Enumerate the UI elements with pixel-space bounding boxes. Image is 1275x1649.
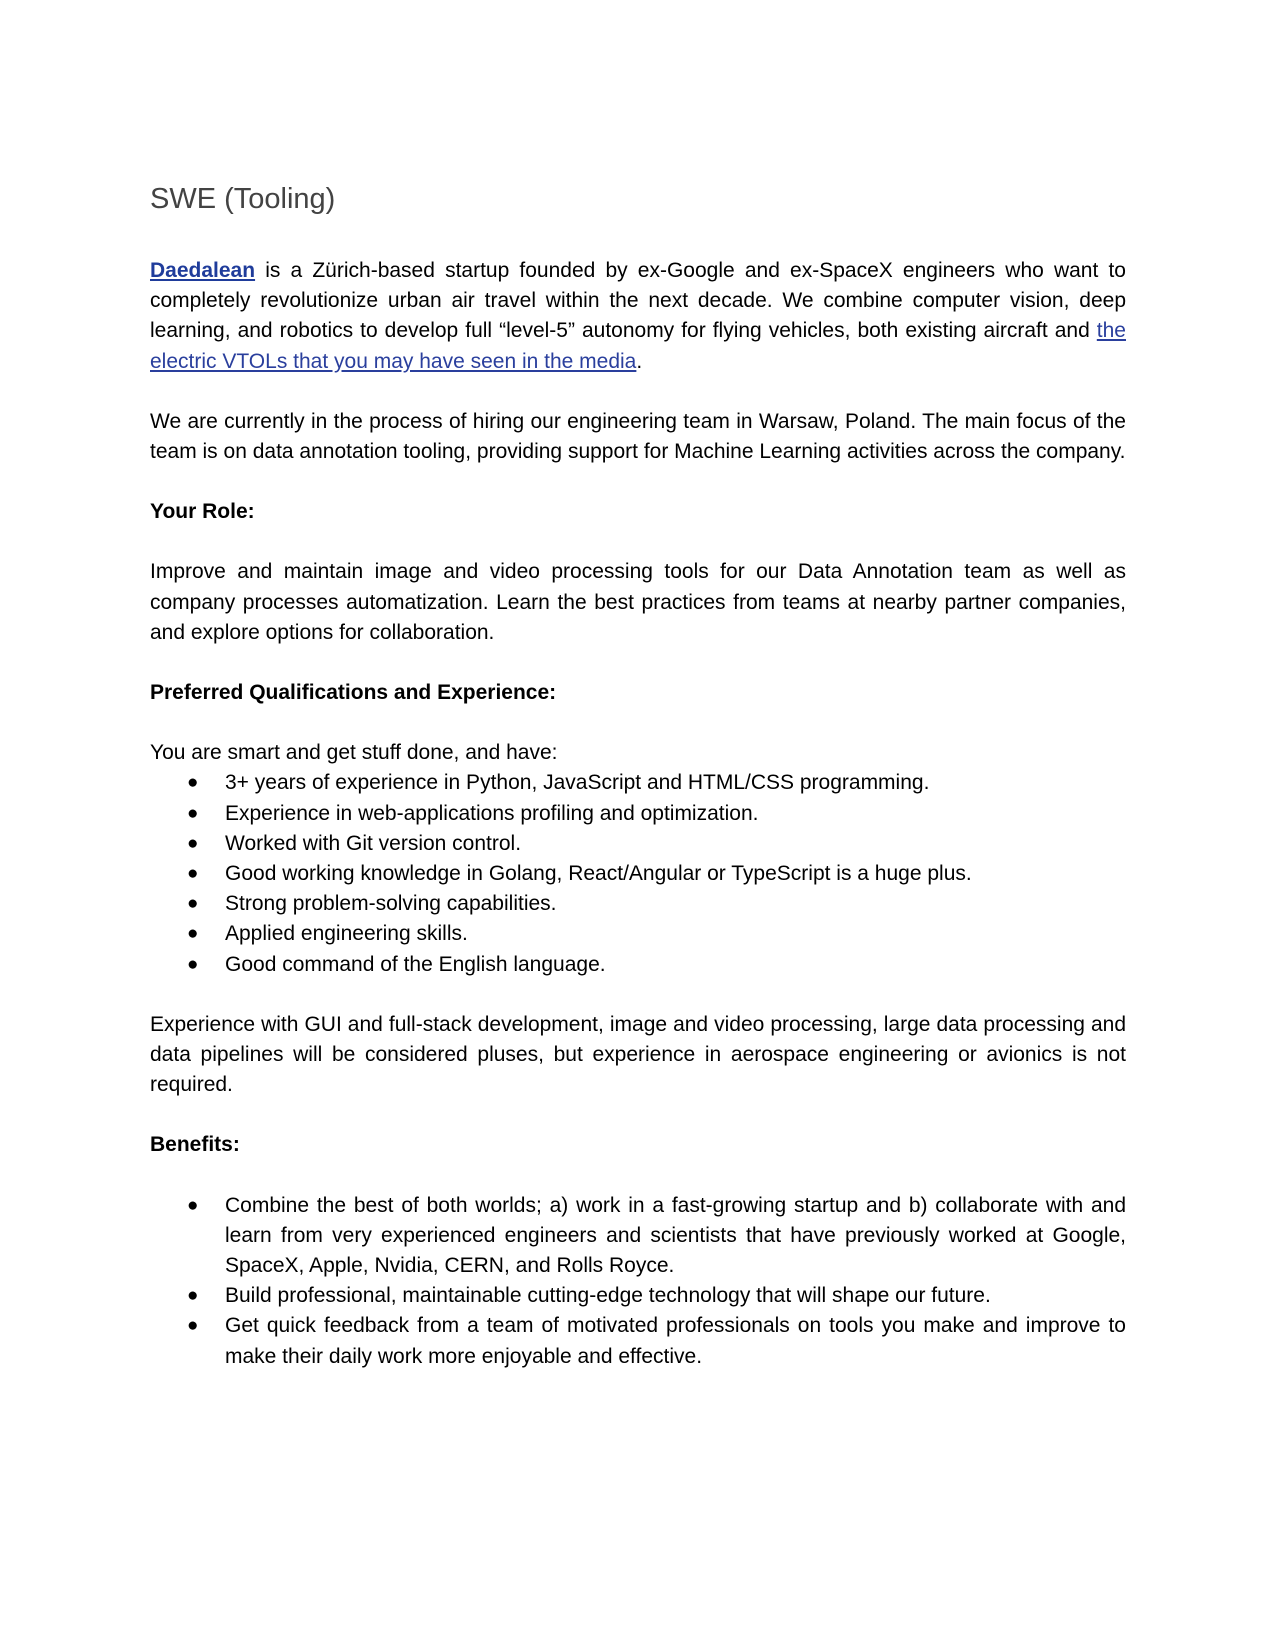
bullet-icon: ● (187, 863, 199, 885)
bullet-icon: ● (187, 802, 199, 824)
qualifications-extra: Experience with GUI and full-stack development, image and video processing, large data processing and data pipelines will be considered pluses, but experience in aerospace engineering or avionics is not required. (150, 1012, 1126, 1097)
bullet-icon: ● (187, 1285, 199, 1307)
bullet-icon: ● (187, 832, 199, 854)
media-link[interactable]: the electric VTOLs that you may have seen in the media (150, 319, 1126, 373)
list-item: ● Combine the best of both worlds; a) work in a fast-growing startup and b) collaborate with and learn from very experienced engineers and scientists that have previously worked at Google, SpaceX, Apple, Nvidia, CERN, and Rolls Royce. (150, 1191, 1126, 1282)
bullet-icon: ● (187, 1194, 199, 1216)
list-item: ● Experience in web-applications profiling and optimization. (150, 799, 1126, 829)
bullet-icon: ● (187, 953, 199, 975)
list-item: ● Build professional, maintainable cutting-edge technology that will shape our future. (150, 1281, 1126, 1311)
list-item: ● Applied engineering skills. (150, 919, 1126, 949)
role-heading: Your Role: (150, 500, 255, 524)
qualifications-lead: You are smart and get stuff done, and have: (150, 741, 558, 765)
benefits-list (150, 1191, 1126, 1372)
bullet-icon: ● (187, 893, 199, 915)
qualifications-heading: Preferred Qualifications and Experience: (150, 681, 557, 705)
page-title: SWE (Tooling) (150, 183, 336, 215)
qualifications-list (150, 768, 1126, 979)
benefits-heading: Benefits: (150, 1133, 240, 1157)
company-link[interactable]: Daedalean (150, 259, 256, 282)
bullet-icon: ● (187, 923, 199, 945)
bullet-icon: ● (187, 1315, 199, 1337)
intro-text-end: . (636, 349, 643, 373)
list-item: ● Get quick feedback from a team of motivated professionals on tools you make and improve to make their daily work more enjoyable and effective. (150, 1311, 1126, 1371)
role-paragraph: Improve and maintain image and video processing tools for our Data Annotation team as well as company processes automatization. Learn the best practices from teams at nearby partner companies, and explore options for collaboration. (150, 560, 1126, 644)
list-item: ● Good command of the English language. (150, 950, 1126, 980)
list-item: ● Strong problem-solving capabilities. (150, 889, 1126, 919)
document-page (150, 176, 1126, 1372)
bullet-icon: ● (187, 772, 199, 794)
list-item: ● 3+ years of experience in Python, JavaScript and HTML/CSS programming. (150, 768, 1126, 798)
list-item: ● Good working knowledge in Golang, React/Angular or TypeScript is a huge plus. (150, 859, 1126, 889)
list-item: ● Worked with Git version control. (150, 829, 1126, 859)
intro-text: is a Zürich-based startup founded by ex-Google and ex-SpaceX engineers who want to completely revolutionize urban air travel within the next decade. We combine computer vision, deep learning, and robotics to develop full “level-5” autonomy for flying vehicles, both existing aircraft and (150, 259, 1126, 343)
hiring-paragraph: We are currently in the process of hiring our engineering team in Warsaw, Poland. The main focus of the team is on data annotation tooling, providing support for Machine Learning activities across the company. (150, 409, 1126, 464)
intro-paragraph (150, 256, 1126, 377)
